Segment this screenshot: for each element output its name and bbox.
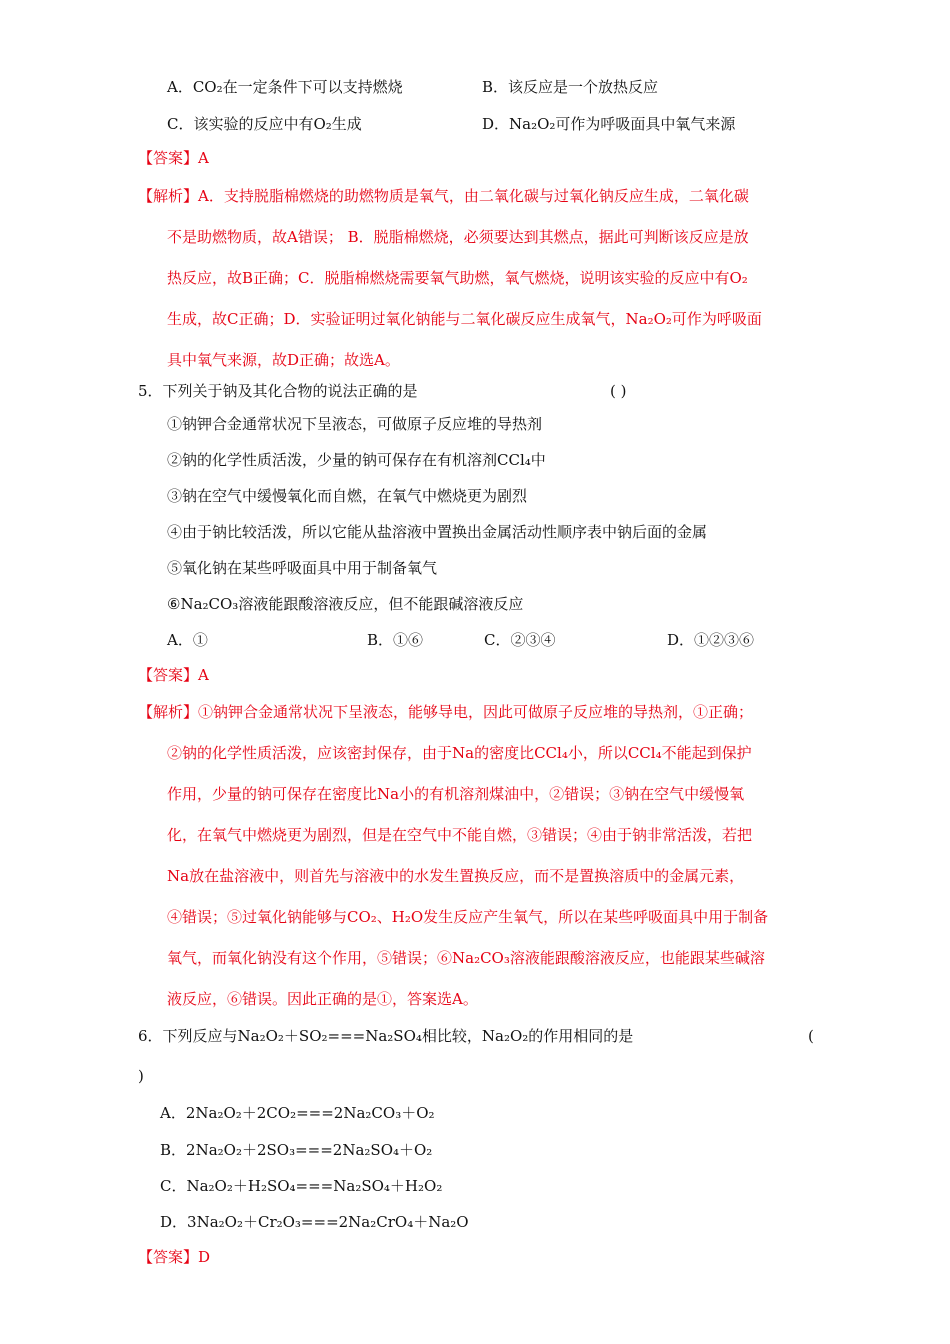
q5-statement-4: ④由于钠比较活泼，所以它能从盐溶液中置换出金属活动性顺序表中钠后面的金属 [167, 523, 708, 541]
q6-option-d: D．3Na₂O₂＋Cr₂O₃===2Na₂CrO₄＋Na₂O [160, 1213, 469, 1231]
q6-answer [138, 1247, 210, 1267]
analysis-tag: 【解析】 [138, 187, 199, 205]
q5-answer [138, 665, 209, 685]
q6-option-b: B．2Na₂O₂＋2SO₃===2Na₂SO₄＋O₂ [160, 1141, 433, 1159]
answer-value: A [198, 149, 209, 167]
q4-option-d: D．Na₂O₂可作为呼吸面具中氧气来源 [482, 115, 736, 133]
q5-analysis-line-4: 化，在氧气中燃烧更为剧烈，但是在空气中不能自燃，③错误；④由于钠非常活泼，若把 [167, 826, 753, 844]
q5-statement-2: ②钠的化学性质活泼，少量的钠可保存在有机溶剂CCl₄中 [167, 451, 546, 469]
answer-tag: 【答案】 [138, 666, 199, 684]
q5-analysis-line-2: ②钠的化学性质活泼，应该密封保存，由于Na的密度比CCl₄小，所以CCl₄不能起到保护 [167, 744, 752, 762]
q5-analysis-line-7: 氧气，而氧化钠没有这个作用，⑤错误；⑥Na₂CO₃溶液能跟酸溶液反应，也能跟某些碱溶 [167, 949, 765, 967]
q4-option-c: C．该实验的反应中有O₂生成 [167, 115, 362, 133]
answer-tag: 【答案】 [138, 149, 199, 167]
q5-statement-5: ⑤氧化钠在某些呼吸面具中用于制备氧气 [167, 559, 438, 577]
q5-option-c: C．②③④ [484, 631, 556, 649]
q5-analysis-line-3: 作用，少量的钠可保存在密度比Na小的有机溶剂煤油中，②错误；③钠在空气中缓慢氧 [167, 785, 745, 803]
q5-statement-3: ③钠在空气中缓慢氧化而自燃，在氧气中燃烧更为剧烈 [167, 487, 528, 505]
answer-value: D [198, 1248, 211, 1266]
q5-stem: 5．下列关于钠及其化合物的说法正确的是 [138, 382, 418, 400]
q5-statement-1: ①钠钾合金通常状况下呈液态，可做原子反应堆的导热剂 [167, 415, 543, 433]
q6-paren-close: ) [138, 1067, 144, 1085]
q5-paren: ( ) [610, 382, 627, 400]
q5-analysis-line-5: Na放在盐溶液中，则首先与溶液中的水发生置换反应，而不是置换溶质中的金属元素， [167, 867, 745, 885]
q4-analysis-line-4: 生成，故C正确；D．实验证明过氧化钠能与二氧化碳反应生成氧气，Na₂O₂可作为呼吸面 [167, 310, 762, 328]
q6-paren-open: ( [808, 1027, 814, 1045]
q4-analysis-line-3: 热反应，故B正确；C．脱脂棉燃烧需要氧气助燃，氧气燃烧，说明该实验的反应中有O₂ [167, 269, 748, 287]
q4-answer [138, 148, 209, 168]
q6-stem: 6．下列反应与Na₂O₂＋SO₂===Na₂SO₄相比较，Na₂O₂的作用相同的是 [138, 1027, 634, 1045]
q5-option-d: D．①②③⑥ [667, 631, 755, 649]
analysis-tag: 【解析】 [138, 703, 199, 721]
q5-statement-6: ⑥Na₂CO₃溶液能跟酸溶液反应，但不能跟碱溶液反应 [167, 595, 524, 613]
q6-option-c: C．Na₂O₂＋H₂SO₄===Na₂SO₄＋H₂O₂ [160, 1177, 443, 1195]
q4-analysis-line-1: 【解析】A．支持脱脂棉燃烧的助燃物质是氧气，由二氧化碳与过氧化钠反应生成，二氧化碳 [138, 187, 749, 205]
answer-value: A [198, 666, 209, 684]
q5-analysis-line-1: 【解析】①钠钾合金通常状况下呈液态，能够导电，因此可做原子反应堆的导热剂，①正确； [138, 703, 754, 721]
q4-analysis-line-2: 不是助燃物质，故A错误； B．脱脂棉燃烧，必须要达到其燃点，据此可判断该反应是放 [167, 228, 749, 246]
q6-option-a: A．2Na₂O₂＋2CO₂===2Na₂CO₃＋O₂ [160, 1104, 435, 1122]
q4-analysis-line-5: 具中氧气来源，故D正确；故选A。 [167, 351, 400, 369]
q4-option-b: B．该反应是一个放热反应 [482, 78, 659, 96]
q5-analysis-line-6: ④错误；⑤过氧化钠能够与CO₂、H₂O发生反应产生氧气，所以在某些呼吸面具中用于制备 [167, 908, 769, 926]
answer-tag: 【答案】 [138, 1248, 199, 1266]
q5-analysis-line-8: 液反应，⑥错误。因此正确的是①，答案选A。 [167, 990, 478, 1008]
q4-option-a: A．CO₂在一定条件下可以支持燃烧 [167, 78, 403, 96]
q5-option-b: B．①⑥ [367, 631, 424, 649]
q5-option-a: A．① [167, 631, 208, 649]
